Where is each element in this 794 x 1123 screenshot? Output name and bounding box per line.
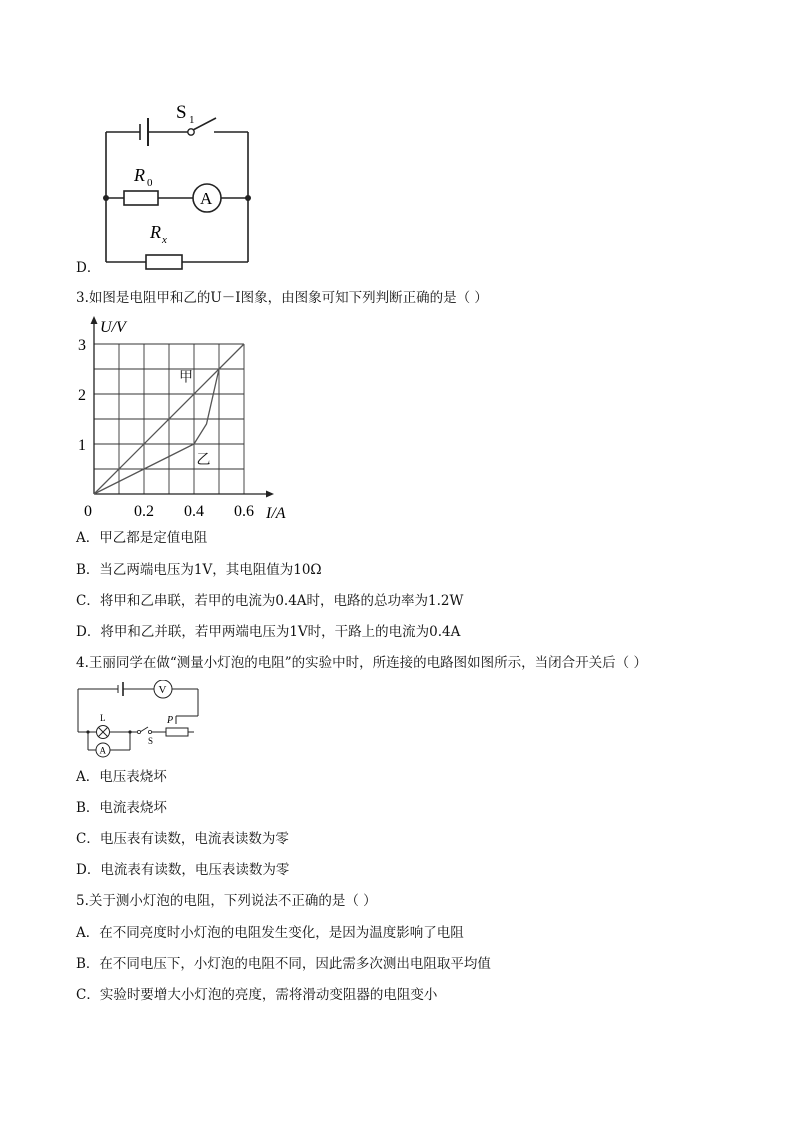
y-tick-label: 2: [78, 387, 86, 404]
r0-subscript: 0: [147, 177, 153, 189]
y-tick-label: 3: [78, 337, 86, 354]
question-5-option-c: C．实验时要增大小灯泡的亮度，需将滑动变阻器的电阻变小: [76, 987, 438, 1003]
question-4-stem: 4.王丽同学在做“测量小灯泡的电阻”的实验中时，所连接的电路图如图所示，当闭合开关后（ ）: [76, 655, 647, 671]
circuit-diagram-q2d: [96, 96, 266, 276]
x-tick-label: 0.6: [234, 503, 254, 520]
rx-subscript: x: [162, 234, 167, 246]
ammeter-label: A: [200, 189, 213, 208]
x-axis-arrow: [266, 491, 274, 498]
y-axis-label: U/V: [100, 319, 126, 336]
question-3-option-d: D．将甲和乙并联，若甲两端电压为1V时，干路上的电流为0.4A: [76, 624, 461, 640]
series-label-yi: 乙: [196, 453, 211, 468]
question-5-option-b: B．在不同电压下，小灯泡的电阻不同，因此需多次测出电阻取平均值: [76, 956, 491, 972]
question-4-option-d: D．电流表有读数，电压表读数为零: [76, 862, 290, 878]
switch-s-label: S: [148, 736, 154, 746]
question-3-option-a: A．甲乙都是定值电阻: [76, 530, 208, 546]
switch-label: S: [176, 102, 187, 123]
y-tick-label: 1: [78, 437, 86, 454]
question-3-option-b: B．当乙两端电压为1V，其电阻值为10Ω: [76, 562, 322, 578]
rx-label: R: [150, 222, 161, 242]
x-tick-label: 0.4: [184, 503, 204, 520]
question-4-option-c: C．电压表有读数，电流表读数为零: [76, 831, 289, 847]
ammeter-q4-label: A: [99, 745, 106, 756]
u-i-chart: [72, 316, 304, 526]
question-5-option-a: A．在不同亮度时小灯泡的电阻发生变化，是因为温度影响了电阻: [76, 925, 464, 941]
slider-p-label: P: [167, 715, 174, 726]
y-axis-arrow: [91, 316, 98, 324]
switch-subscript: 1: [189, 114, 195, 126]
voltmeter-label: V: [158, 684, 167, 696]
option-d-label: D．: [76, 260, 101, 276]
x-tick-label: 0: [84, 503, 92, 520]
circuit-diagram-q4: [70, 680, 210, 762]
question-3-option-c: C．将甲和乙串联，若甲的电流为0.4A时，电路的总功率为1.2W: [76, 593, 464, 609]
question-5-stem: 5.关于测小灯泡的电阻，下列说法不正确的是（ ）: [76, 893, 377, 909]
question-3-stem: 3.如图是电阻甲和乙的U－I图象，由图象可知下列判断正确的是（ ）: [76, 290, 488, 306]
question-4-option-a: A．电压表烧坏: [76, 769, 167, 785]
question-4-option-b: B．电流表烧坏: [76, 800, 167, 816]
series-label-jia: 甲: [179, 370, 193, 386]
x-tick-label: 0.2: [134, 503, 154, 520]
x-axis-label: I/A: [266, 505, 286, 522]
lamp-label: L: [100, 713, 106, 723]
r0-label: R: [134, 165, 145, 185]
